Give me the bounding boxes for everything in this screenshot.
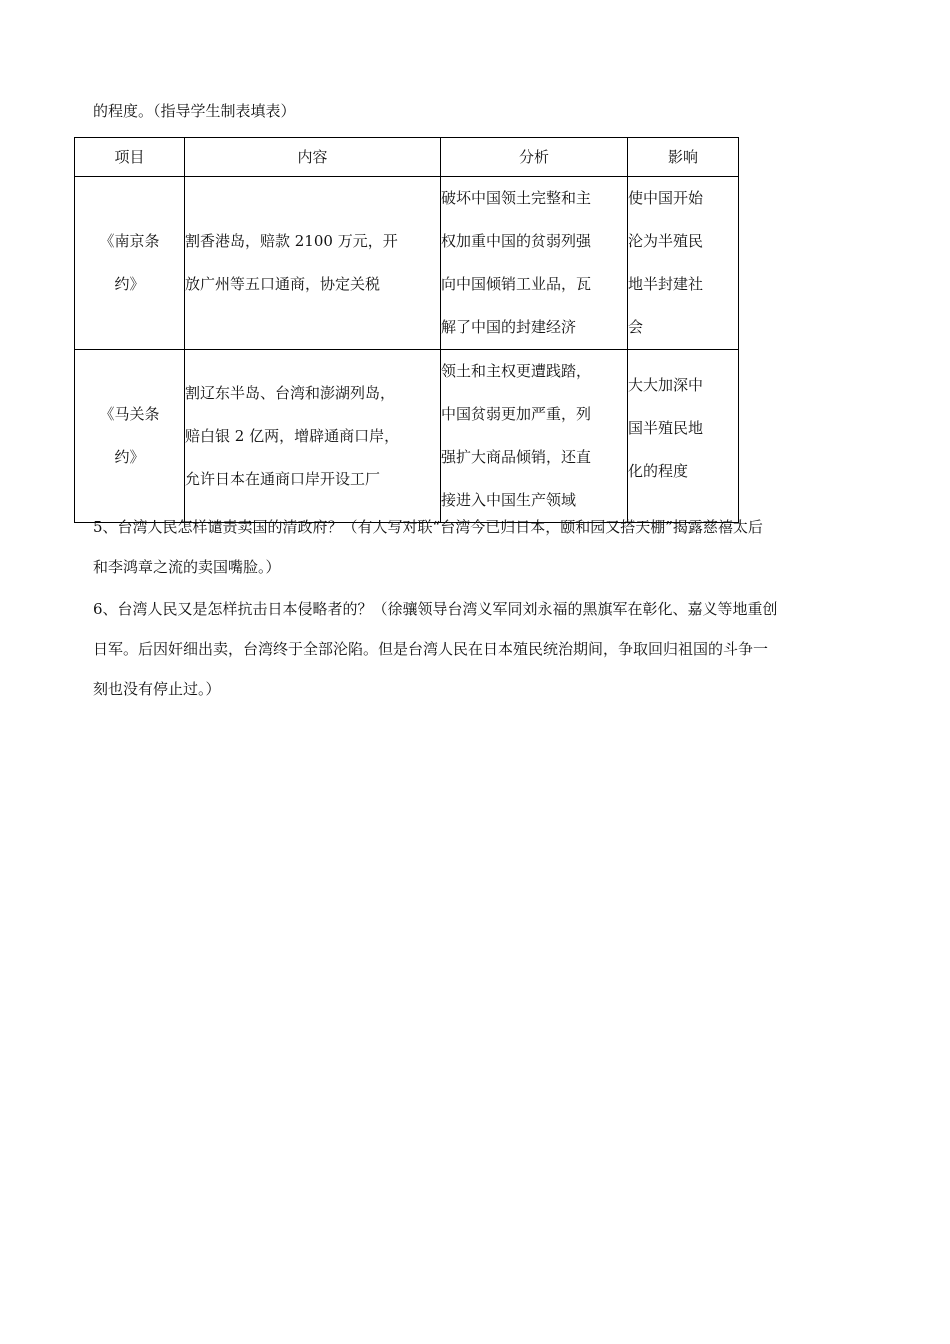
header-content: 内容 <box>185 138 441 177</box>
cell-line: 沦为半殖民 <box>628 232 704 250</box>
question-5 <box>93 517 863 577</box>
cell-line: 《南京条 <box>99 232 160 250</box>
cell-line: 放广州等五口通商，协定关税 <box>185 275 381 293</box>
cell-line: 大大加深中 <box>628 376 704 394</box>
treaty-impact-cell <box>628 350 739 523</box>
header-impact: 影响 <box>628 138 739 177</box>
cell-line: 接进入中国生产领域 <box>441 491 577 509</box>
cell-line: 权加重中国的贫弱列强 <box>441 232 592 250</box>
header-analysis: 分析 <box>441 138 628 177</box>
cell-line: 割香港岛，赔款 2100 万元，开 <box>185 232 398 250</box>
cell-line: 领土和主权更遭践踏， <box>441 362 592 380</box>
treaty-content-cell <box>185 177 441 350</box>
table-row <box>75 350 739 523</box>
paragraph-line: 6、台湾人民又是怎样抗击日本侵略者的？（徐骧领导台湾义军同刘永福的黑旗军在彰化、嘉义等地重创 <box>93 600 778 618</box>
treaty-analysis-cell <box>441 350 628 523</box>
cell-line: 强扩大商品倾销，还直 <box>441 448 592 466</box>
cell-line: 国半殖民地 <box>628 419 704 437</box>
cell-line: 会 <box>628 318 644 336</box>
treaty-name-cell <box>75 177 185 350</box>
cell-line: 解了中国的封建经济 <box>441 318 577 336</box>
cell-line: 向中国倾销工业品，瓦 <box>441 275 592 293</box>
cell-line: 割辽东半岛、台湾和澎湖列岛， <box>185 383 396 402</box>
question-6 <box>93 599 863 699</box>
cell-line: 约》 <box>114 275 145 293</box>
treaty-content-cell <box>185 350 441 523</box>
paragraph-line: 和李鸿章之流的卖国嘴脸。） <box>93 558 281 576</box>
cell-line: 允许日本在通商口岸开设工厂 <box>185 469 381 488</box>
paragraph-line: 5、台湾人民怎样谴责卖国的清政府？（有人写对联“台湾今已归日本，颐和园又搭天棚”揭露慈禧太后 <box>93 518 763 536</box>
cell-line: 中国贫弱更加严重，列 <box>441 405 592 423</box>
treaty-analysis-cell <box>441 177 628 350</box>
paragraph-line: 日军。后因奸细出卖，台湾终于全部沦陷。但是台湾人民在日本殖民统治期间，争取回归祖国的斗争一 <box>93 640 769 658</box>
cell-line: 破坏中国领土完整和主 <box>441 189 592 207</box>
header-item: 项目 <box>75 138 185 177</box>
intro-text: 的程度。（指导学生制表填表） <box>93 102 296 120</box>
treaty-table <box>74 137 739 523</box>
treaty-name-cell <box>75 350 185 523</box>
cell-line: 地半封建社 <box>628 275 704 293</box>
table-row <box>75 177 739 350</box>
treaty-impact-cell <box>628 177 739 350</box>
cell-line: 《马关条 <box>99 405 160 423</box>
cell-line: 约》 <box>114 448 145 466</box>
cell-line: 使中国开始 <box>628 189 704 207</box>
paragraph-line: 刻也没有停止过。） <box>93 680 221 698</box>
table-header-row <box>75 138 739 177</box>
cell-line: 化的程度 <box>628 462 689 480</box>
cell-line: 赔白银 2 亿两，增辟通商口岸， <box>185 426 400 445</box>
